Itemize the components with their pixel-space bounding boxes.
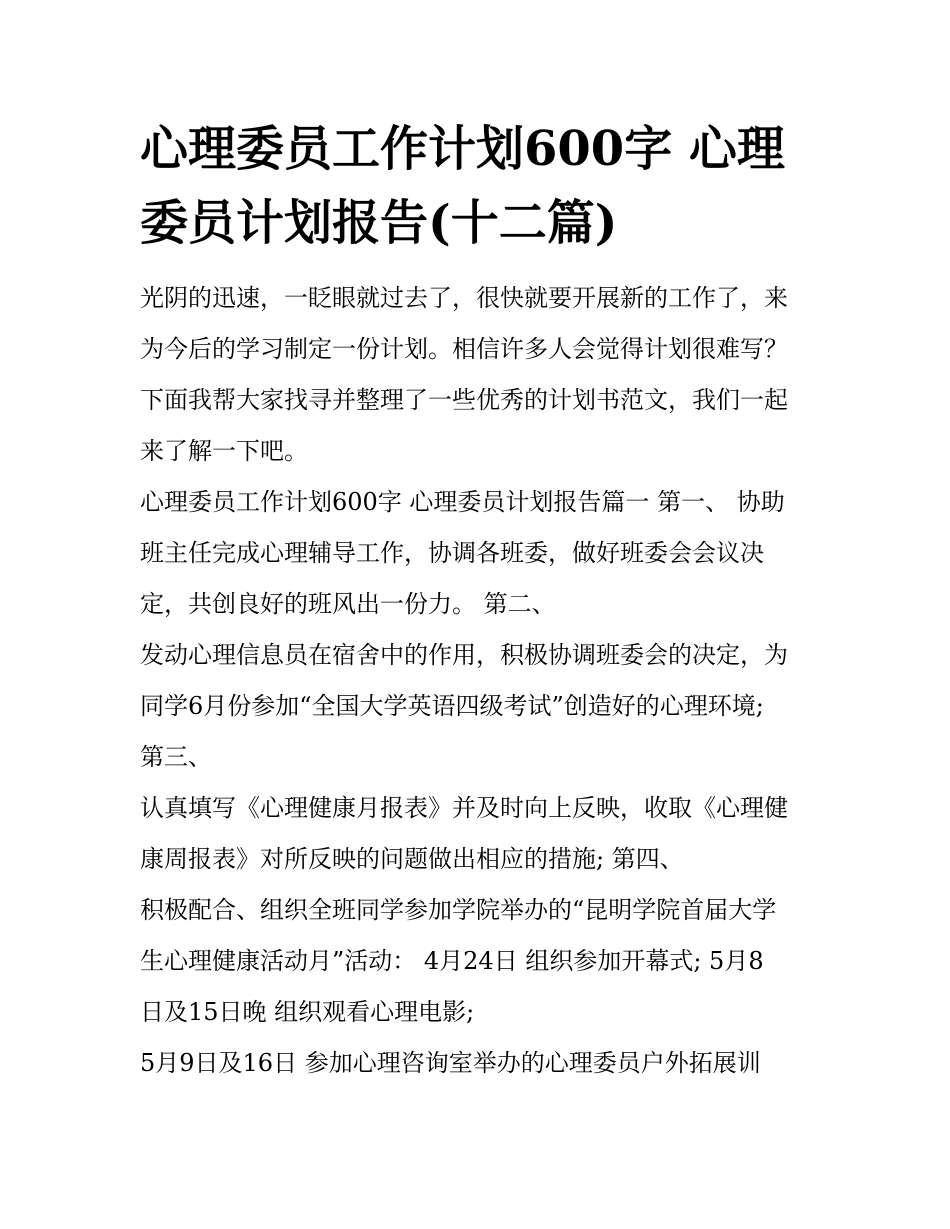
text-line: 来了解一下吧。 bbox=[140, 437, 308, 465]
text-line: 同学6月份参加“全国大学英语四级考试”创造好的心理环境; bbox=[140, 692, 764, 720]
text-line: 第三、 bbox=[140, 743, 212, 771]
text-line: 为今后的学习制定一份计划。相信许多人会觉得计划很难写？ bbox=[140, 335, 788, 363]
text-line: 班主任完成心理辅导工作，协调各班委，做好班委会会议决 bbox=[140, 539, 764, 567]
document-body bbox=[140, 273, 830, 1089]
text-line: 生心理健康活动月”活动： 4月24日 组织参加开幕式; 5月8 bbox=[140, 947, 764, 975]
text-line: 5月9日及16日 参加心理咨询室举办的心理委员户外拓展训 bbox=[140, 1049, 761, 1077]
text-line: 下面我帮大家找寻并整理了一些优秀的计划书范文，我们一起 bbox=[140, 386, 788, 414]
text-line: 认真填写《心理健康月报表》并及时向上反映，收取《心理健 bbox=[140, 794, 788, 822]
text-line: 康周报表》对所反映的问题做出相应的措施; 第四、 bbox=[140, 845, 684, 873]
text-line: 发动心理信息员在宿舍中的作用，积极协调班委会的决定，为 bbox=[140, 641, 788, 669]
document-title bbox=[140, 112, 820, 260]
text-line: 定，共创良好的班风出一份力。 第二、 bbox=[140, 590, 556, 618]
text-line: 心理委员工作计划600字 心理委员计划报告篇一 第一、 协助 bbox=[140, 488, 785, 516]
title-line-2: 委员计划报告(十二篇) bbox=[140, 195, 618, 251]
text-line: 日及15日晚 组织观看心理电影; bbox=[140, 998, 475, 1026]
text-line: 光阴的迅速，一眨眼就过去了，很快就要开展新的工作了，来 bbox=[140, 284, 788, 312]
title-line-1: 心理委员工作计划600字 心理 bbox=[140, 121, 785, 177]
text-line: 积极配合、组织全班同学参加学院举办的“昆明学院首届大学 bbox=[140, 896, 777, 924]
